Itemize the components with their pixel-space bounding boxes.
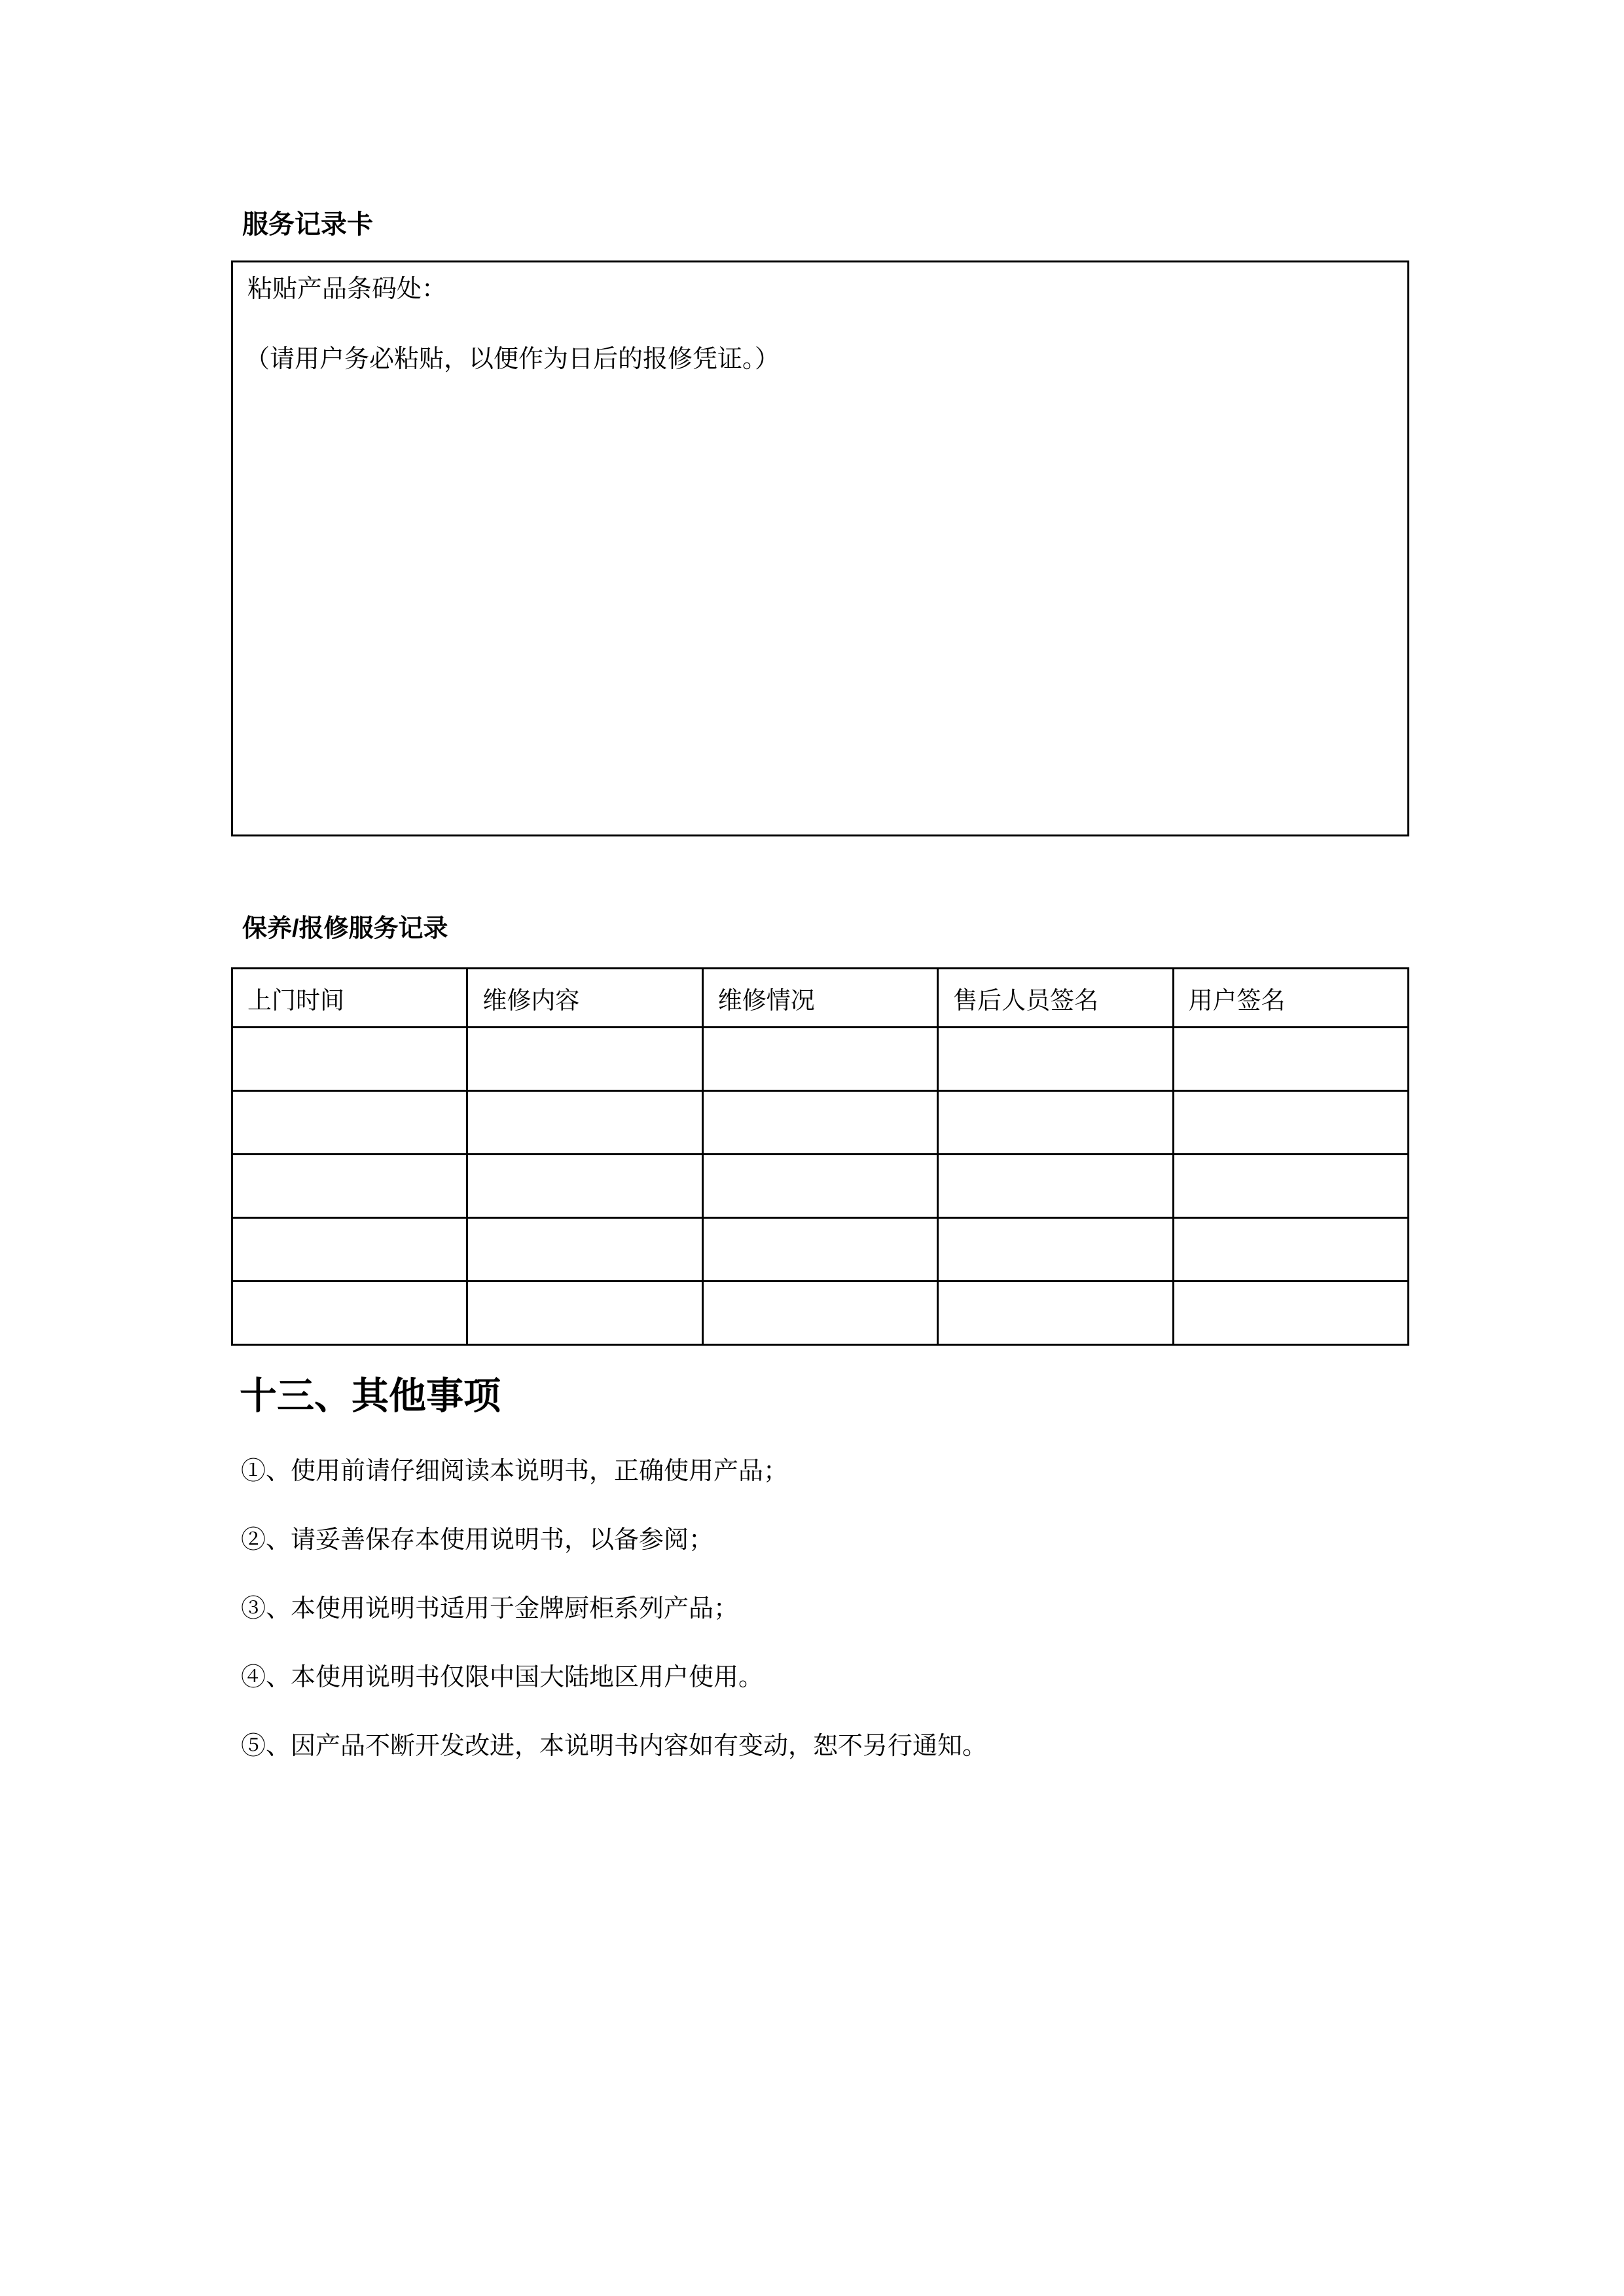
table-cell	[1173, 1282, 1408, 1345]
table-cell	[702, 1155, 937, 1218]
table-header-staff-signature: 售后人员签名	[938, 969, 1173, 1028]
table-cell	[232, 1218, 467, 1282]
other-matters-item-4: ④、本使用说明书仅限中国大陆地区用户使用。	[241, 1664, 764, 1691]
other-matters-item-2: ②、请妥善保存本使用说明书，以备参阅；	[241, 1526, 714, 1554]
table-header-repair-content: 维修内容	[467, 969, 702, 1028]
table-row	[232, 1282, 1409, 1345]
table-cell	[467, 1028, 702, 1091]
table-row	[232, 1091, 1409, 1155]
other-matters-title: 十三、其他事项	[240, 1375, 501, 1417]
other-matters-item-1: ①、使用前请仔细阅读本说明书，正确使用产品；	[241, 1458, 789, 1485]
table-cell	[467, 1282, 702, 1345]
table-header-visit-time: 上门时间	[232, 969, 467, 1028]
table-cell	[232, 1155, 467, 1218]
table-header-user-signature: 用户签名	[1173, 969, 1408, 1028]
table-cell	[938, 1282, 1173, 1345]
service-card-title: 服务记录卡	[242, 210, 373, 239]
table-cell	[938, 1028, 1173, 1091]
table-cell	[1173, 1155, 1408, 1218]
table-cell	[1173, 1028, 1408, 1091]
table-cell	[1173, 1091, 1408, 1155]
table-cell	[702, 1028, 937, 1091]
other-matters-item-3: ③、本使用说明书适用于金牌厨柜系列产品；	[241, 1595, 739, 1623]
barcode-box-note: （请用户务必粘贴，以便作为日后的报修凭证。）	[245, 346, 780, 373]
table-row	[232, 1155, 1409, 1218]
table-header-row	[232, 969, 1409, 1028]
table-cell	[467, 1218, 702, 1282]
service-record-table	[231, 967, 1409, 1346]
table-cell	[702, 1282, 937, 1345]
table-cell	[702, 1218, 937, 1282]
table-cell	[938, 1091, 1173, 1155]
table-row	[232, 1218, 1409, 1282]
table-cell	[467, 1155, 702, 1218]
table-header-repair-status: 维修情况	[702, 969, 937, 1028]
other-matters-item-5: ⑤、因产品不断开发改进，本说明书内容如有变动，恕不另行通知。	[241, 1732, 988, 1760]
table-cell	[938, 1155, 1173, 1218]
service-record-title: 保养/报修服务记录	[242, 915, 448, 942]
table-cell	[702, 1091, 937, 1155]
table-cell	[232, 1091, 467, 1155]
barcode-paste-box	[231, 260, 1409, 836]
table-cell	[467, 1091, 702, 1155]
table-cell	[232, 1028, 467, 1091]
table-cell	[1173, 1218, 1408, 1282]
barcode-box-label: 粘贴产品条码处：	[247, 276, 447, 303]
table-cell	[232, 1282, 467, 1345]
table-row	[232, 1028, 1409, 1091]
table-cell	[938, 1218, 1173, 1282]
